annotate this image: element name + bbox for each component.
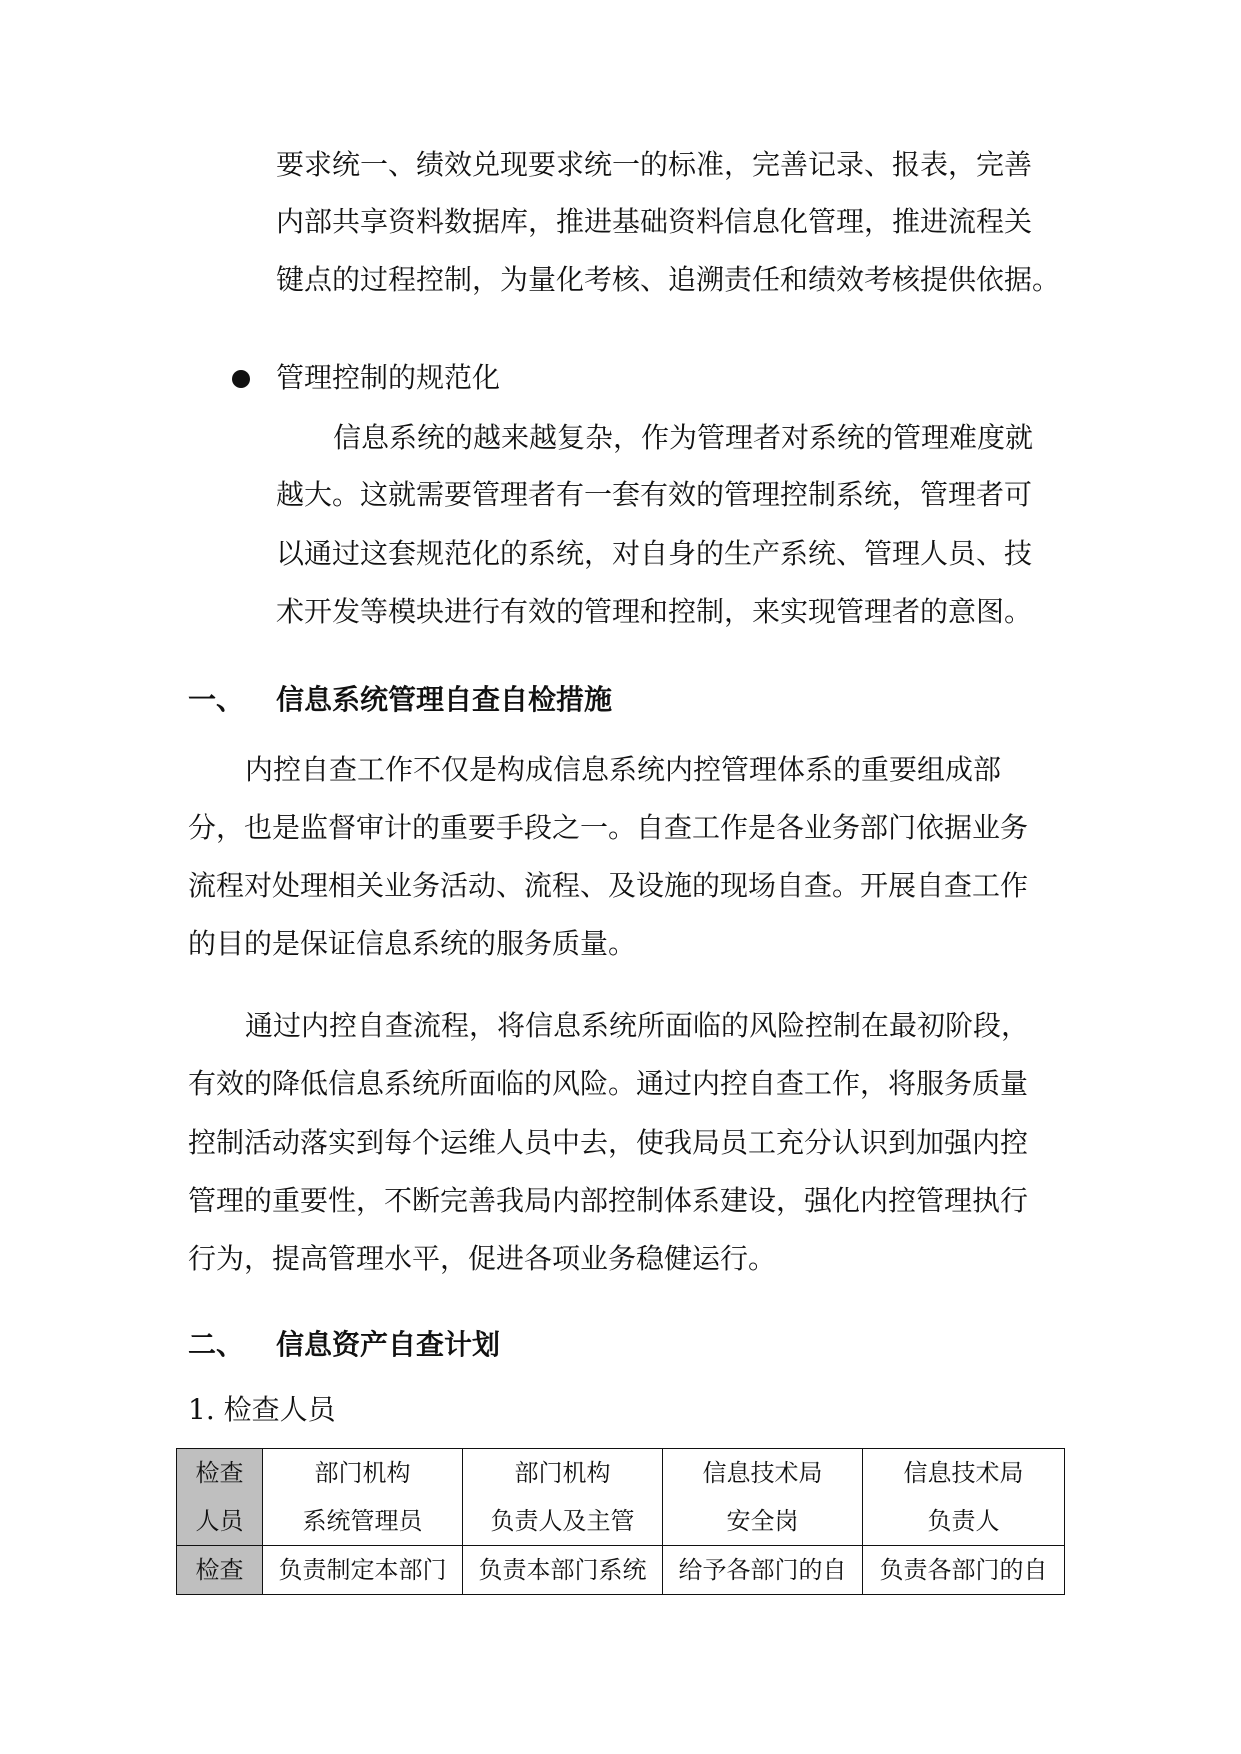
paragraph-line: 有效的降低信息系统所面临的风险。通过内控自查工作，将服务质量 [188, 1067, 1029, 1100]
paragraph-line: 管理的重要性，不断完善我局内部控制体系建设，强化内控管理执行 [188, 1184, 1029, 1217]
table-cell: 负责制定本部门 [263, 1546, 463, 1595]
bullet-label: 管理控制的规范化 [276, 361, 501, 394]
paragraph-line: 术开发等模块进行有效的管理和控制，来实现管理者的意图。 [276, 595, 1033, 628]
cell-text: 负责人 [927, 1507, 1000, 1535]
paragraph-line: 内控自查工作不仅是构成信息系统内控管理体系的重要组成部 [245, 753, 1002, 786]
cell-text: 系统管理员 [302, 1507, 423, 1535]
paragraph-line: 分，也是监督审计的重要手段之一。自查工作是各业务部门依据业务 [188, 811, 1029, 844]
table-cell [263, 1449, 463, 1546]
table-cell: 负责本部门系统 [463, 1546, 663, 1595]
paragraph-line: 内部共享资料数据库，推进基础资料信息化管理，推进流程关 [276, 205, 1033, 238]
paragraph-line: 控制活动落实到每个运维人员中去，使我局员工充分认识到加强内控 [188, 1126, 1029, 1159]
table-cell [663, 1449, 863, 1546]
paragraph-line: 的目的是保证信息系统的服务质量。 [188, 927, 637, 960]
paragraph-line: 流程对处理相关业务活动、流程、及设施的现场自查。开展自查工作 [188, 869, 1029, 902]
bullet-icon [232, 370, 250, 388]
cell-text: 检查 [195, 1459, 244, 1487]
table-row [177, 1546, 1065, 1595]
table-row-header [177, 1449, 263, 1546]
section-number: 一、 [188, 683, 245, 716]
subheading: 1. 检查人员 [188, 1393, 336, 1426]
section-number: 二、 [188, 1328, 245, 1361]
section-title: 信息资产自查计划 [276, 1328, 501, 1361]
cell-text: 人员 [195, 1507, 244, 1535]
table-cell: 给予各部门的自 [663, 1546, 863, 1595]
table-row [177, 1449, 1065, 1546]
paragraph-line: 越大。这就需要管理者有一套有效的管理控制系统，管理者可 [276, 478, 1033, 511]
paragraph-line: 键点的过程控制，为量化考核、追溯责任和绩效考核提供依据。 [276, 263, 1061, 296]
paragraph-line: 信息系统的越来越复杂，作为管理者对系统的管理难度就 [333, 421, 1034, 454]
cell-text: 信息技术局 [702, 1459, 823, 1487]
cell-text: 安全岗 [726, 1507, 799, 1535]
cell-text: 部门机构 [314, 1459, 411, 1487]
table-row-header: 检查 [177, 1546, 263, 1595]
section-title: 信息系统管理自查自检措施 [276, 683, 613, 716]
paragraph-line: 通过内控自查流程，将信息系统所面临的风险控制在最初阶段， [245, 1009, 1030, 1042]
cell-text: 负责人及主管 [490, 1507, 635, 1535]
paragraph-line: 行为，提高管理水平，促进各项业务稳健运行。 [188, 1242, 777, 1275]
table-cell [463, 1449, 663, 1546]
staff-table [176, 1448, 1065, 1595]
cell-text: 部门机构 [514, 1459, 611, 1487]
table-cell [863, 1449, 1065, 1546]
paragraph-line: 要求统一、绩效兑现要求统一的标准，完善记录、报表，完善 [276, 148, 1033, 181]
cell-text: 信息技术局 [903, 1459, 1024, 1487]
paragraph-line: 以通过这套规范化的系统，对自身的生产系统、管理人员、技 [276, 537, 1033, 570]
table-cell: 负责各部门的自 [863, 1546, 1065, 1595]
